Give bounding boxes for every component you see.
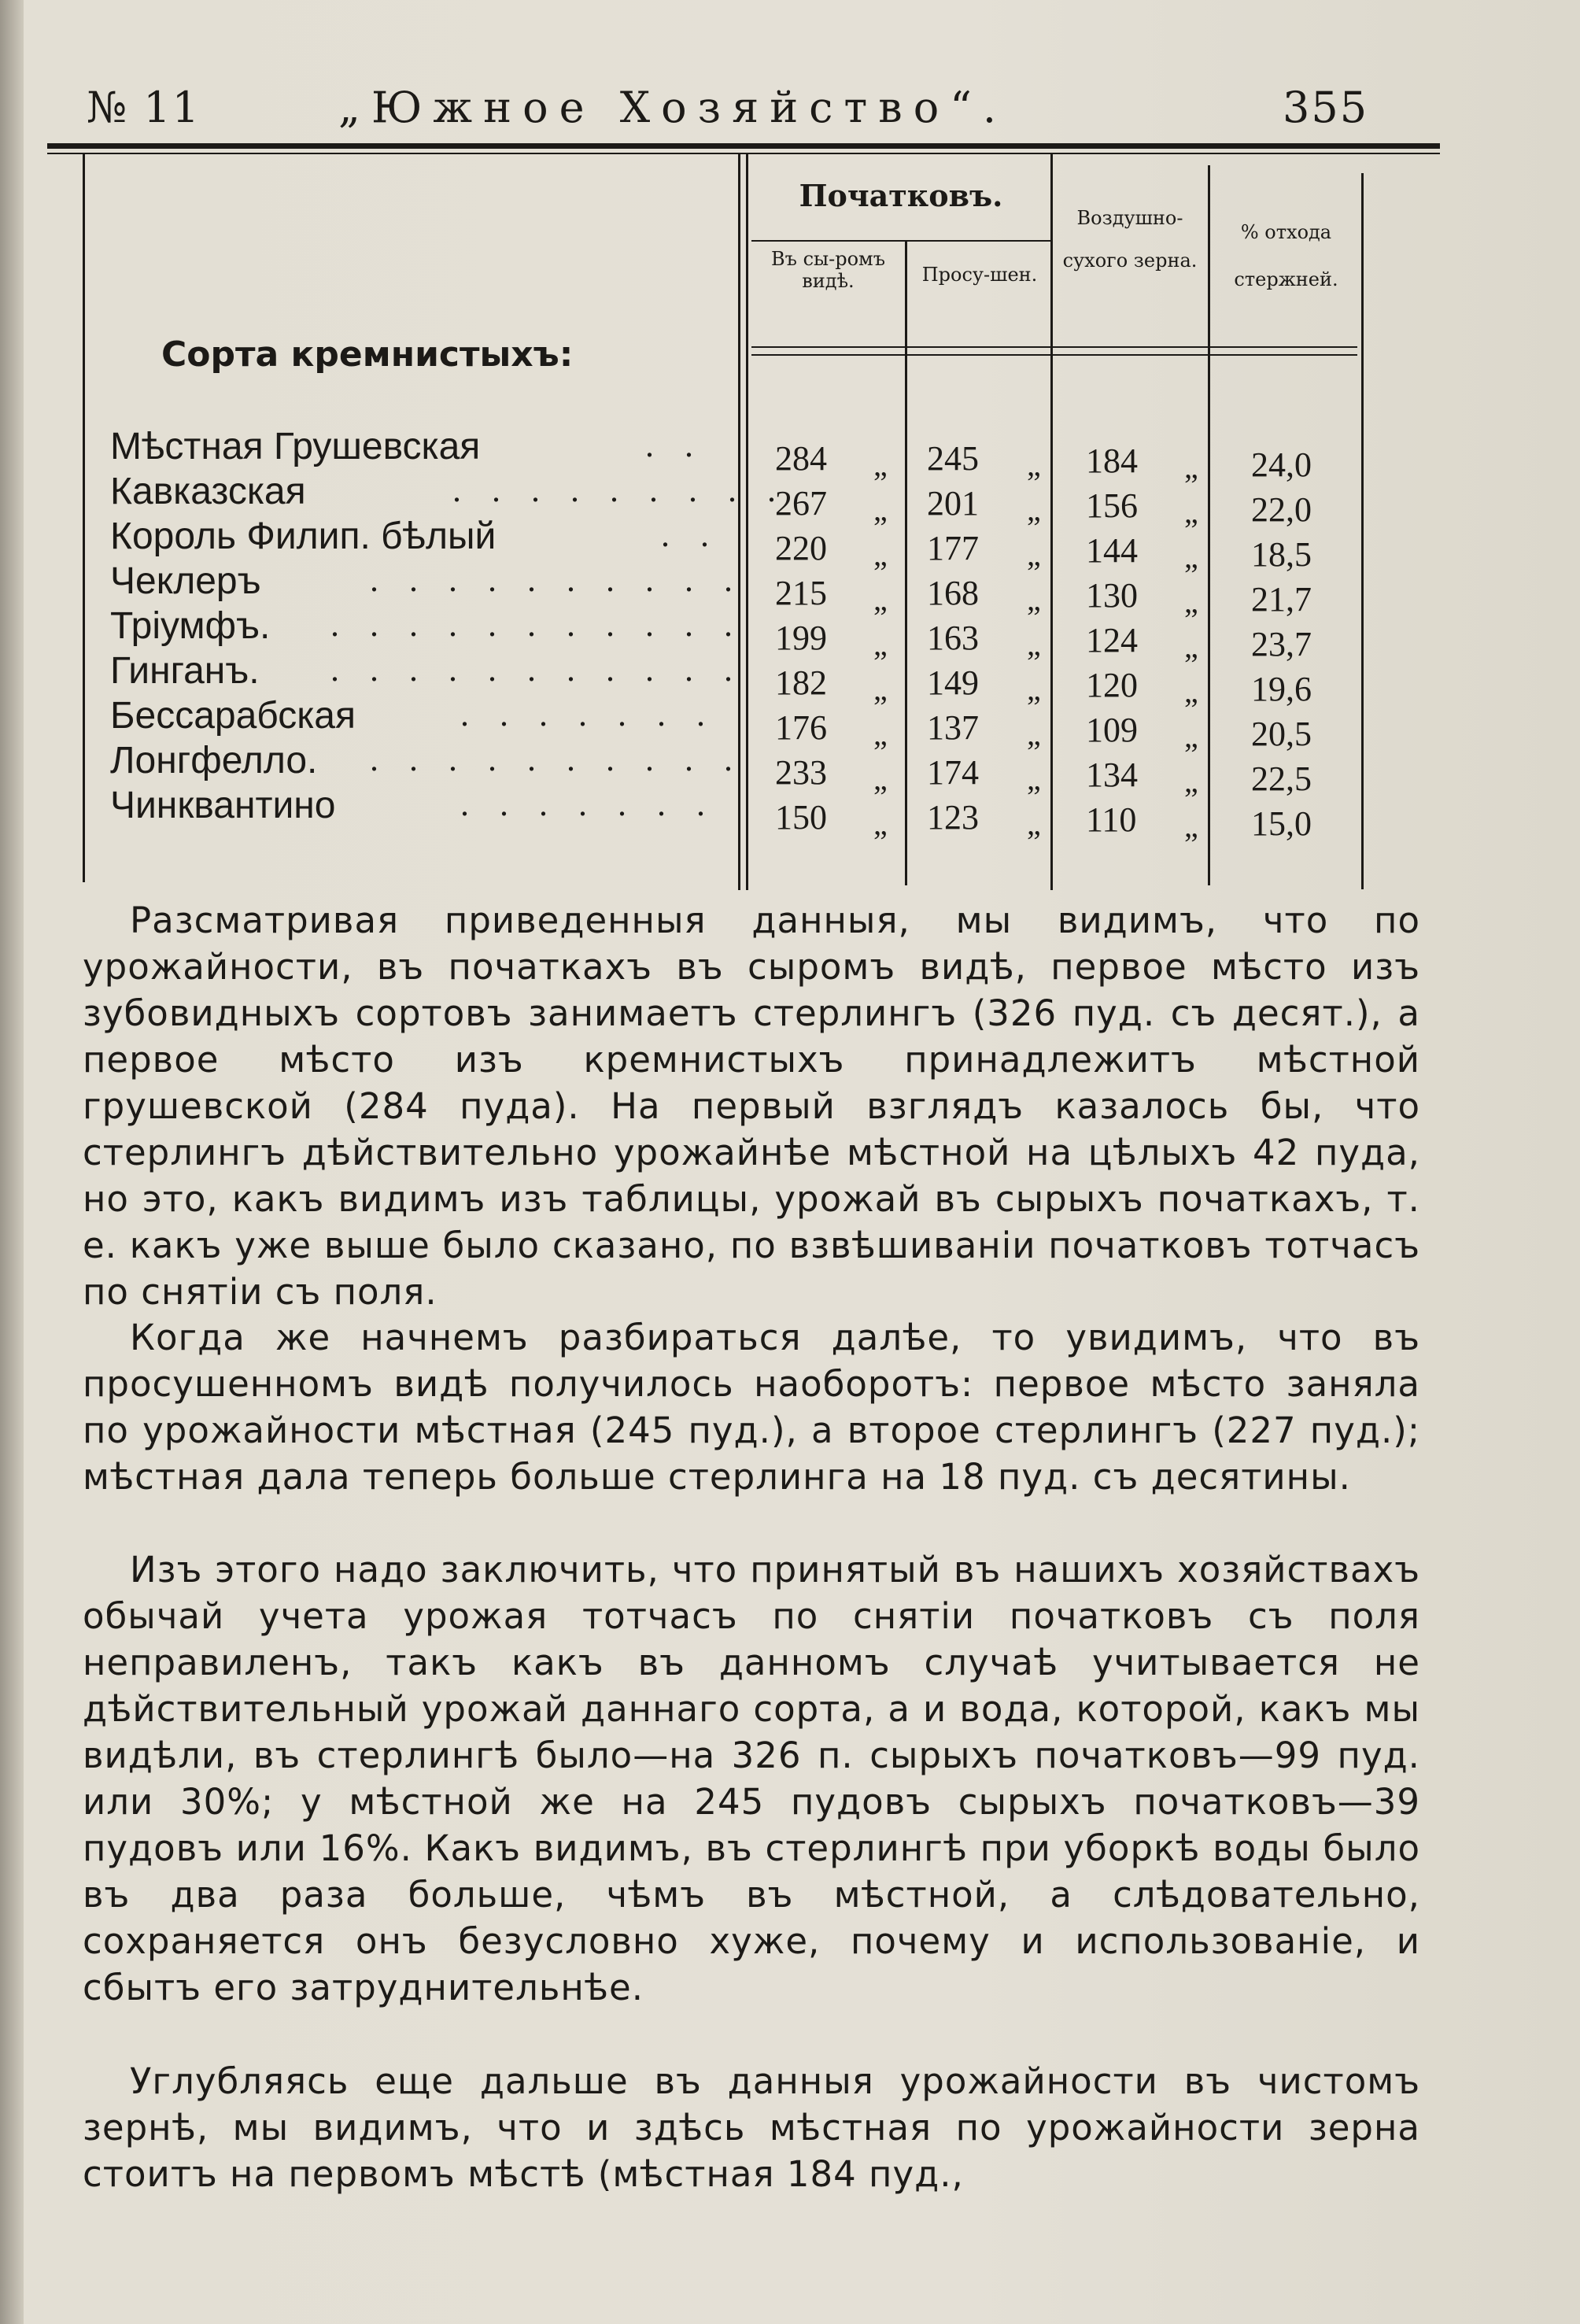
table-divider-double-b <box>746 154 748 890</box>
paragraph-3 <box>83 1546 1420 2011</box>
paragraph-text: Разсматривая приведенныя данныя, мы видимъ, что по урожайности, въ початкахъ въ сыромъ видѣ, первое мѣсто изъ зубовидныхъ сортовъ занимаетъ стерлингъ (326 пуд. съ десят.), а первое мѣсто изъ кремнистыхъ принадлежитъ мѣстной грушевской (284 пуда). На первый взглядъ казалось бы, что стерлингъ дѣйствительно урожайнѣе мѣстной на цѣлыхъ 42 пуда, но это, какъ видимъ изъ таблицы, урожай въ сырыхъ початкахъ, т. е. какъ уже выше было сказано, по взвѣшиваніи початковъ тотчасъ по снятіи съ поля. <box>83 900 1420 1313</box>
leader-dots: . . . . . . . <box>460 785 716 823</box>
cell-waste: 21,7 <box>1251 580 1312 619</box>
header-col-dried: Просу-шен. <box>921 264 1038 286</box>
ditto-mark: „ <box>1027 626 1041 662</box>
row-name: Бессарабская <box>110 695 356 737</box>
ditto-mark: „ <box>1027 671 1041 707</box>
cell-raw: 233 <box>775 753 827 792</box>
ditto-mark: „ <box>873 447 888 482</box>
ditto-mark: „ <box>1184 808 1198 844</box>
cell-grain: 120 <box>1086 666 1138 704</box>
ditto-mark: „ <box>873 761 888 796</box>
header-group-ears: Початковъ. <box>799 178 1003 213</box>
ditto-mark: „ <box>1184 674 1198 709</box>
table-col-divider-1 <box>905 240 907 885</box>
cell-raw: 215 <box>775 574 827 612</box>
ditto-mark: „ <box>873 492 888 527</box>
header-col-raw: Въ сы-ромъ видѣ. <box>771 248 885 292</box>
ditto-mark: „ <box>873 716 888 752</box>
cell-dried: 137 <box>927 708 979 747</box>
leader-dots: . . . . . . . <box>460 695 716 733</box>
header-rule-thick <box>47 143 1440 149</box>
leader-dots: . . . . . . . . . . . <box>330 650 744 689</box>
table-right-border <box>1361 173 1364 889</box>
paragraph-text: Когда же начнемъ разбираться далѣе, то увидимъ, что въ просушенномъ видѣ получилось наоборотъ: первое мѣсто заняла по урожайности мѣстная (245 пуд.), а второе стерлингъ (227 пуд.); мѣстная дала теперь больше стерлинга на 18 пуд. съ десятины. <box>83 1317 1420 1498</box>
row-name: Король Филип. бѣлый <box>110 515 497 557</box>
cell-dried: 201 <box>927 484 979 523</box>
ditto-mark: „ <box>1027 716 1041 752</box>
ditto-mark: „ <box>1027 492 1041 527</box>
page-number: 355 <box>1283 83 1369 132</box>
cell-dried: 245 <box>927 439 979 478</box>
cell-dried: 163 <box>927 619 979 657</box>
cell-dried: 168 <box>927 574 979 612</box>
cell-waste: 19,6 <box>1251 670 1312 708</box>
cell-raw: 220 <box>775 529 827 567</box>
ditto-mark: „ <box>1027 806 1041 841</box>
section-title-flint-varieties: Сорта кремнистыхъ: <box>161 334 574 375</box>
cell-raw: 267 <box>775 484 827 523</box>
cell-raw: 176 <box>775 708 827 747</box>
cell-dried: 174 <box>927 753 979 792</box>
cell-waste: 22,0 <box>1251 490 1312 529</box>
cell-grain: 134 <box>1086 756 1138 794</box>
cell-dried: 149 <box>927 663 979 702</box>
ditto-mark: „ <box>1184 539 1198 575</box>
ditto-mark: „ <box>873 582 888 617</box>
cell-raw: 150 <box>775 798 827 837</box>
leader-dots: . . <box>661 515 720 554</box>
table-header-rule-a <box>751 346 1357 348</box>
cell-grain: 110 <box>1086 800 1137 839</box>
cell-grain: 184 <box>1086 442 1138 480</box>
table-header-rule-b <box>751 354 1357 356</box>
row-name: Тріумфъ. <box>110 605 271 647</box>
paragraph-1 <box>83 897 1420 1315</box>
row-name: Кавказская <box>110 471 306 512</box>
paragraph-2 <box>83 1314 1420 1500</box>
row-name: Гинганъ. <box>110 650 260 692</box>
cell-waste: 20,5 <box>1251 715 1312 753</box>
table-subheader-rule <box>751 240 1050 242</box>
ditto-mark: „ <box>1027 537 1041 572</box>
ditto-mark: „ <box>873 537 888 572</box>
ditto-mark: „ <box>1184 719 1198 754</box>
ditto-mark: „ <box>1027 447 1041 482</box>
leader-dots: . . <box>645 426 704 464</box>
ditto-mark: „ <box>873 626 888 662</box>
cell-raw: 182 <box>775 663 827 702</box>
cell-raw: 199 <box>775 619 827 657</box>
table-col-divider-3 <box>1208 165 1210 885</box>
leader-dots: . . . . . . . . . . <box>370 740 744 778</box>
header-col-grain: Воздушно-сухого зерна. <box>1062 207 1198 272</box>
cell-waste: 24,0 <box>1251 445 1312 484</box>
cell-dried: 123 <box>927 798 979 837</box>
journal-title: „Южное Хозяйство“. <box>338 83 1007 132</box>
row-name: Лонгфелло. <box>110 740 318 781</box>
ditto-mark: „ <box>1184 629 1198 664</box>
cell-grain: 109 <box>1086 711 1138 749</box>
header-col-waste: % отхода стержней. <box>1234 221 1338 290</box>
ditto-mark: „ <box>1027 582 1041 617</box>
cell-grain: 144 <box>1086 531 1138 570</box>
cell-waste: 22,5 <box>1251 759 1312 798</box>
ditto-mark: „ <box>1184 763 1198 799</box>
table-left-border <box>83 154 85 882</box>
cell-dried: 177 <box>927 529 979 567</box>
cell-grain: 156 <box>1086 486 1138 525</box>
cell-raw: 284 <box>775 439 827 478</box>
ditto-mark: „ <box>1184 449 1198 485</box>
paragraph-4 <box>83 2058 1420 2197</box>
leader-dots: . . . . . . . . . <box>452 471 787 509</box>
ditto-mark: „ <box>1184 584 1198 619</box>
leader-dots: . . . . . . . . . . <box>370 560 744 599</box>
paragraph-text: Изъ этого надо заключить, что принятый въ нашихъ хозяйствахъ обычай учета урожая тотчасъ по снятіи початковъ съ поля неправиленъ, такъ какъ въ данномъ случаѣ учитывается не дѣйствительный урожай даннаго сорта, а и вода, которой, какъ мы видѣли, въ стерлингѣ было—на 326 п. сырыхъ початковъ—99 пуд. или 30%; у мѣстной же на 245 пудовъ сырыхъ початковъ—39 пудовъ или 16%. Какъ видимъ, въ стерлингѣ при уборкѣ воды было въ два раза больше, чѣмъ въ мѣстной, а слѣдовательно, сохраняется онъ безусловно хуже, почему и использованіе, и сбытъ его затруднительнѣе. <box>83 1549 1420 2008</box>
paragraph-text: Углубляясь еще дальше въ данныя урожайности въ чистомъ зернѣ, мы видимъ, что и здѣсь мѣстная по урожайности зерна стоитъ на первомъ мѣстѣ (мѣстная 184 пуд., <box>83 2060 1420 2195</box>
cell-grain: 130 <box>1086 576 1138 615</box>
cell-waste: 18,5 <box>1251 535 1312 574</box>
cell-grain: 124 <box>1086 621 1138 660</box>
table-col-divider-2 <box>1050 154 1053 890</box>
cell-waste: 15,0 <box>1251 804 1312 843</box>
page-spine-shadow <box>0 0 24 2324</box>
table-divider-double-a <box>738 154 740 890</box>
ditto-mark: „ <box>1184 494 1198 530</box>
ditto-mark: „ <box>873 671 888 707</box>
header-rule-thin <box>47 153 1440 154</box>
cell-waste: 23,7 <box>1251 625 1312 663</box>
leader-dots: . . . . . . . . . . . <box>330 605 744 644</box>
ditto-mark: „ <box>1027 761 1041 796</box>
row-name: Чеклеръ <box>110 560 261 602</box>
row-name: Мѣстная Грушевская <box>110 426 481 467</box>
ditto-mark: „ <box>873 806 888 841</box>
issue-number: № 11 <box>87 83 201 132</box>
row-name: Чинквантино <box>110 785 336 826</box>
